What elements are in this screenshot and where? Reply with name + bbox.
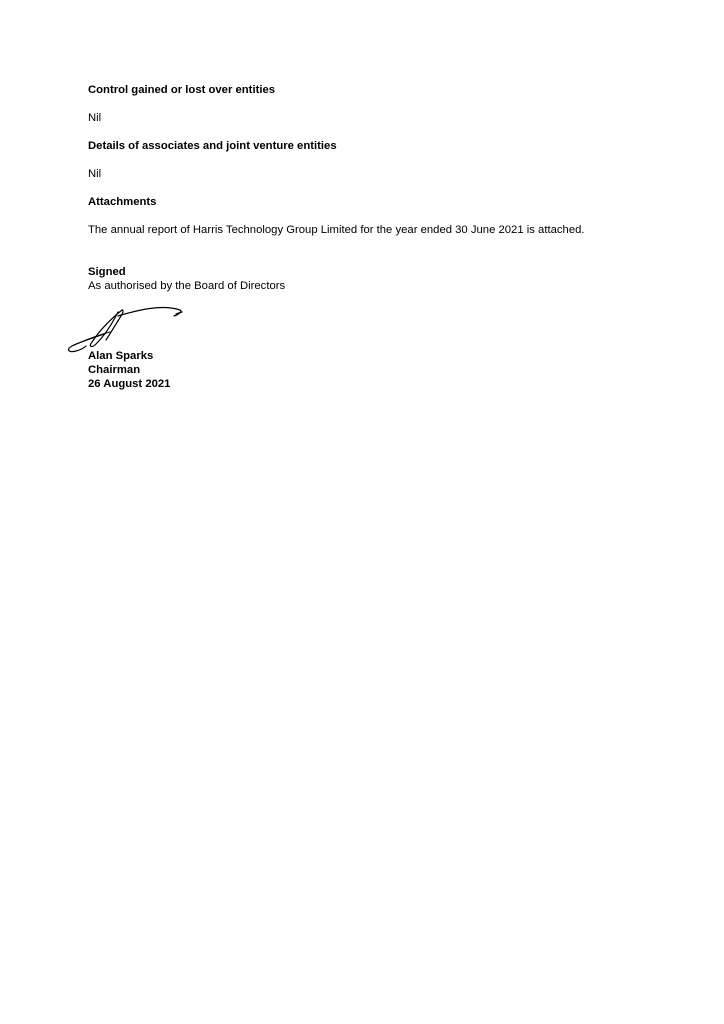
control-heading: Control gained or lost over entities [88, 84, 276, 96]
signoff-date: 26 August 2021 [88, 378, 171, 390]
associates-heading: Details of associates and joint venture entities [88, 140, 337, 152]
signatory-name: Alan Sparks [88, 350, 154, 362]
signatory-title: Chairman [88, 364, 141, 376]
signed-heading: Signed [88, 266, 126, 278]
attachments-heading: Attachments [88, 196, 157, 208]
control-body: Nil [88, 112, 102, 124]
signed-authority: As authorised by the Board of Directors [88, 280, 286, 292]
attachments-body: The annual report of Harris Technology Group Limited for the year ended 30 June 2021 is attached. [88, 224, 585, 236]
associates-body: Nil [88, 168, 102, 180]
